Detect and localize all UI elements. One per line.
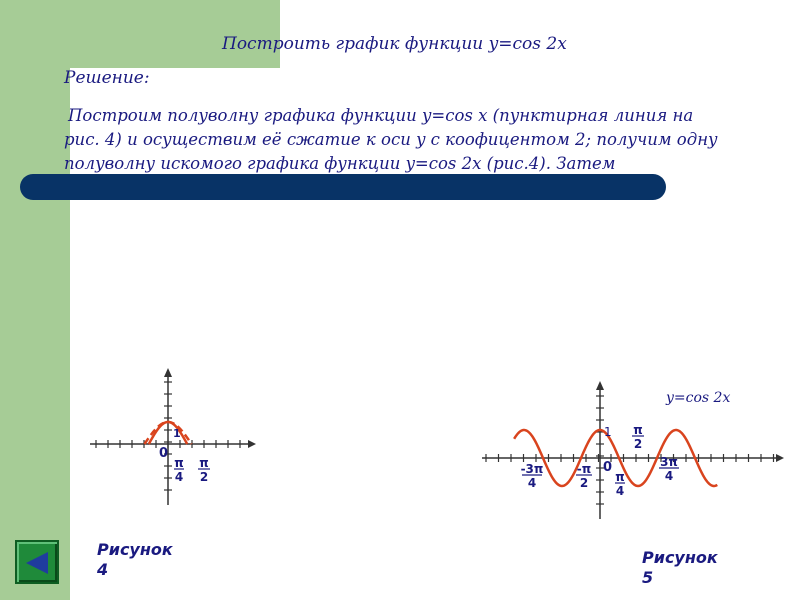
- figure4-caption-number: 4: [97, 560, 109, 579]
- tick-numerator: -π: [576, 462, 592, 476]
- tick-denominator: 2: [633, 437, 643, 451]
- figure4-x-axis: [90, 440, 256, 448]
- figure5-origin-label: 0: [603, 460, 613, 475]
- tick-denominator: 2: [199, 470, 209, 484]
- figure4-origin-label: 0: [159, 446, 169, 461]
- figure4-tick-pi-over-2: [198, 456, 210, 484]
- tick-denominator: 4: [615, 484, 625, 498]
- back-button[interactable]: [15, 540, 59, 584]
- figure5-graph: [478, 374, 800, 524]
- left-arrow-icon: [26, 552, 48, 574]
- figure5-tick-3pi-over-4: [659, 455, 679, 483]
- figure5-caption-word: Рисунок: [642, 548, 718, 567]
- tick-numerator: π: [615, 470, 625, 484]
- tick-denominator: 4: [664, 469, 674, 483]
- figure4-graph: [80, 360, 270, 510]
- tick-numerator: π: [199, 456, 209, 470]
- solution-label: Решение:: [64, 68, 150, 88]
- tick-denominator: 4: [527, 476, 537, 490]
- figure4-one-label: 1: [173, 427, 181, 440]
- tick-numerator: 3π: [660, 455, 678, 469]
- solution-text: Построим полуволну графика функции y=cos x (пунктирная линия на рис. 4) и осуществим её сжатие к оси y с коофицентом 2; получим одну полуволну искомого графика функции y=cos 2x (рис.4). Затем: [64, 106, 718, 173]
- figure5-tick-minus-pi-over-2: [576, 462, 592, 490]
- left-decor-band: [0, 0, 70, 600]
- tick-numerator: π: [174, 456, 184, 470]
- tick-numerator: -3π: [520, 462, 544, 476]
- tick-denominator: 2: [579, 476, 589, 490]
- figure5-caption-number: 5: [642, 568, 654, 587]
- figure5-y-axis: [596, 381, 604, 519]
- figure4-tick-pi-over-4: [174, 456, 184, 484]
- figure4-y-axis: [164, 368, 172, 505]
- slide-title: Построить график функции y=cos 2x: [222, 34, 567, 54]
- tick-numerator: π: [633, 423, 643, 437]
- figure5-x-axis: [482, 454, 784, 462]
- figure5-tick-pi-over-2: [632, 423, 644, 451]
- tick-denominator: 4: [174, 470, 184, 484]
- figure5-function-label: y=cos 2x: [666, 390, 731, 406]
- figure5-tick-minus-3pi-over-4: [521, 462, 544, 490]
- figure4-caption: [97, 540, 173, 580]
- figure4-caption-word: Рисунок: [97, 540, 173, 559]
- figure5-caption: [642, 548, 718, 588]
- figure5-tick-pi-over-4: [615, 470, 625, 498]
- decor-bar: [20, 174, 666, 200]
- figure5-one-label: 1: [604, 425, 612, 439]
